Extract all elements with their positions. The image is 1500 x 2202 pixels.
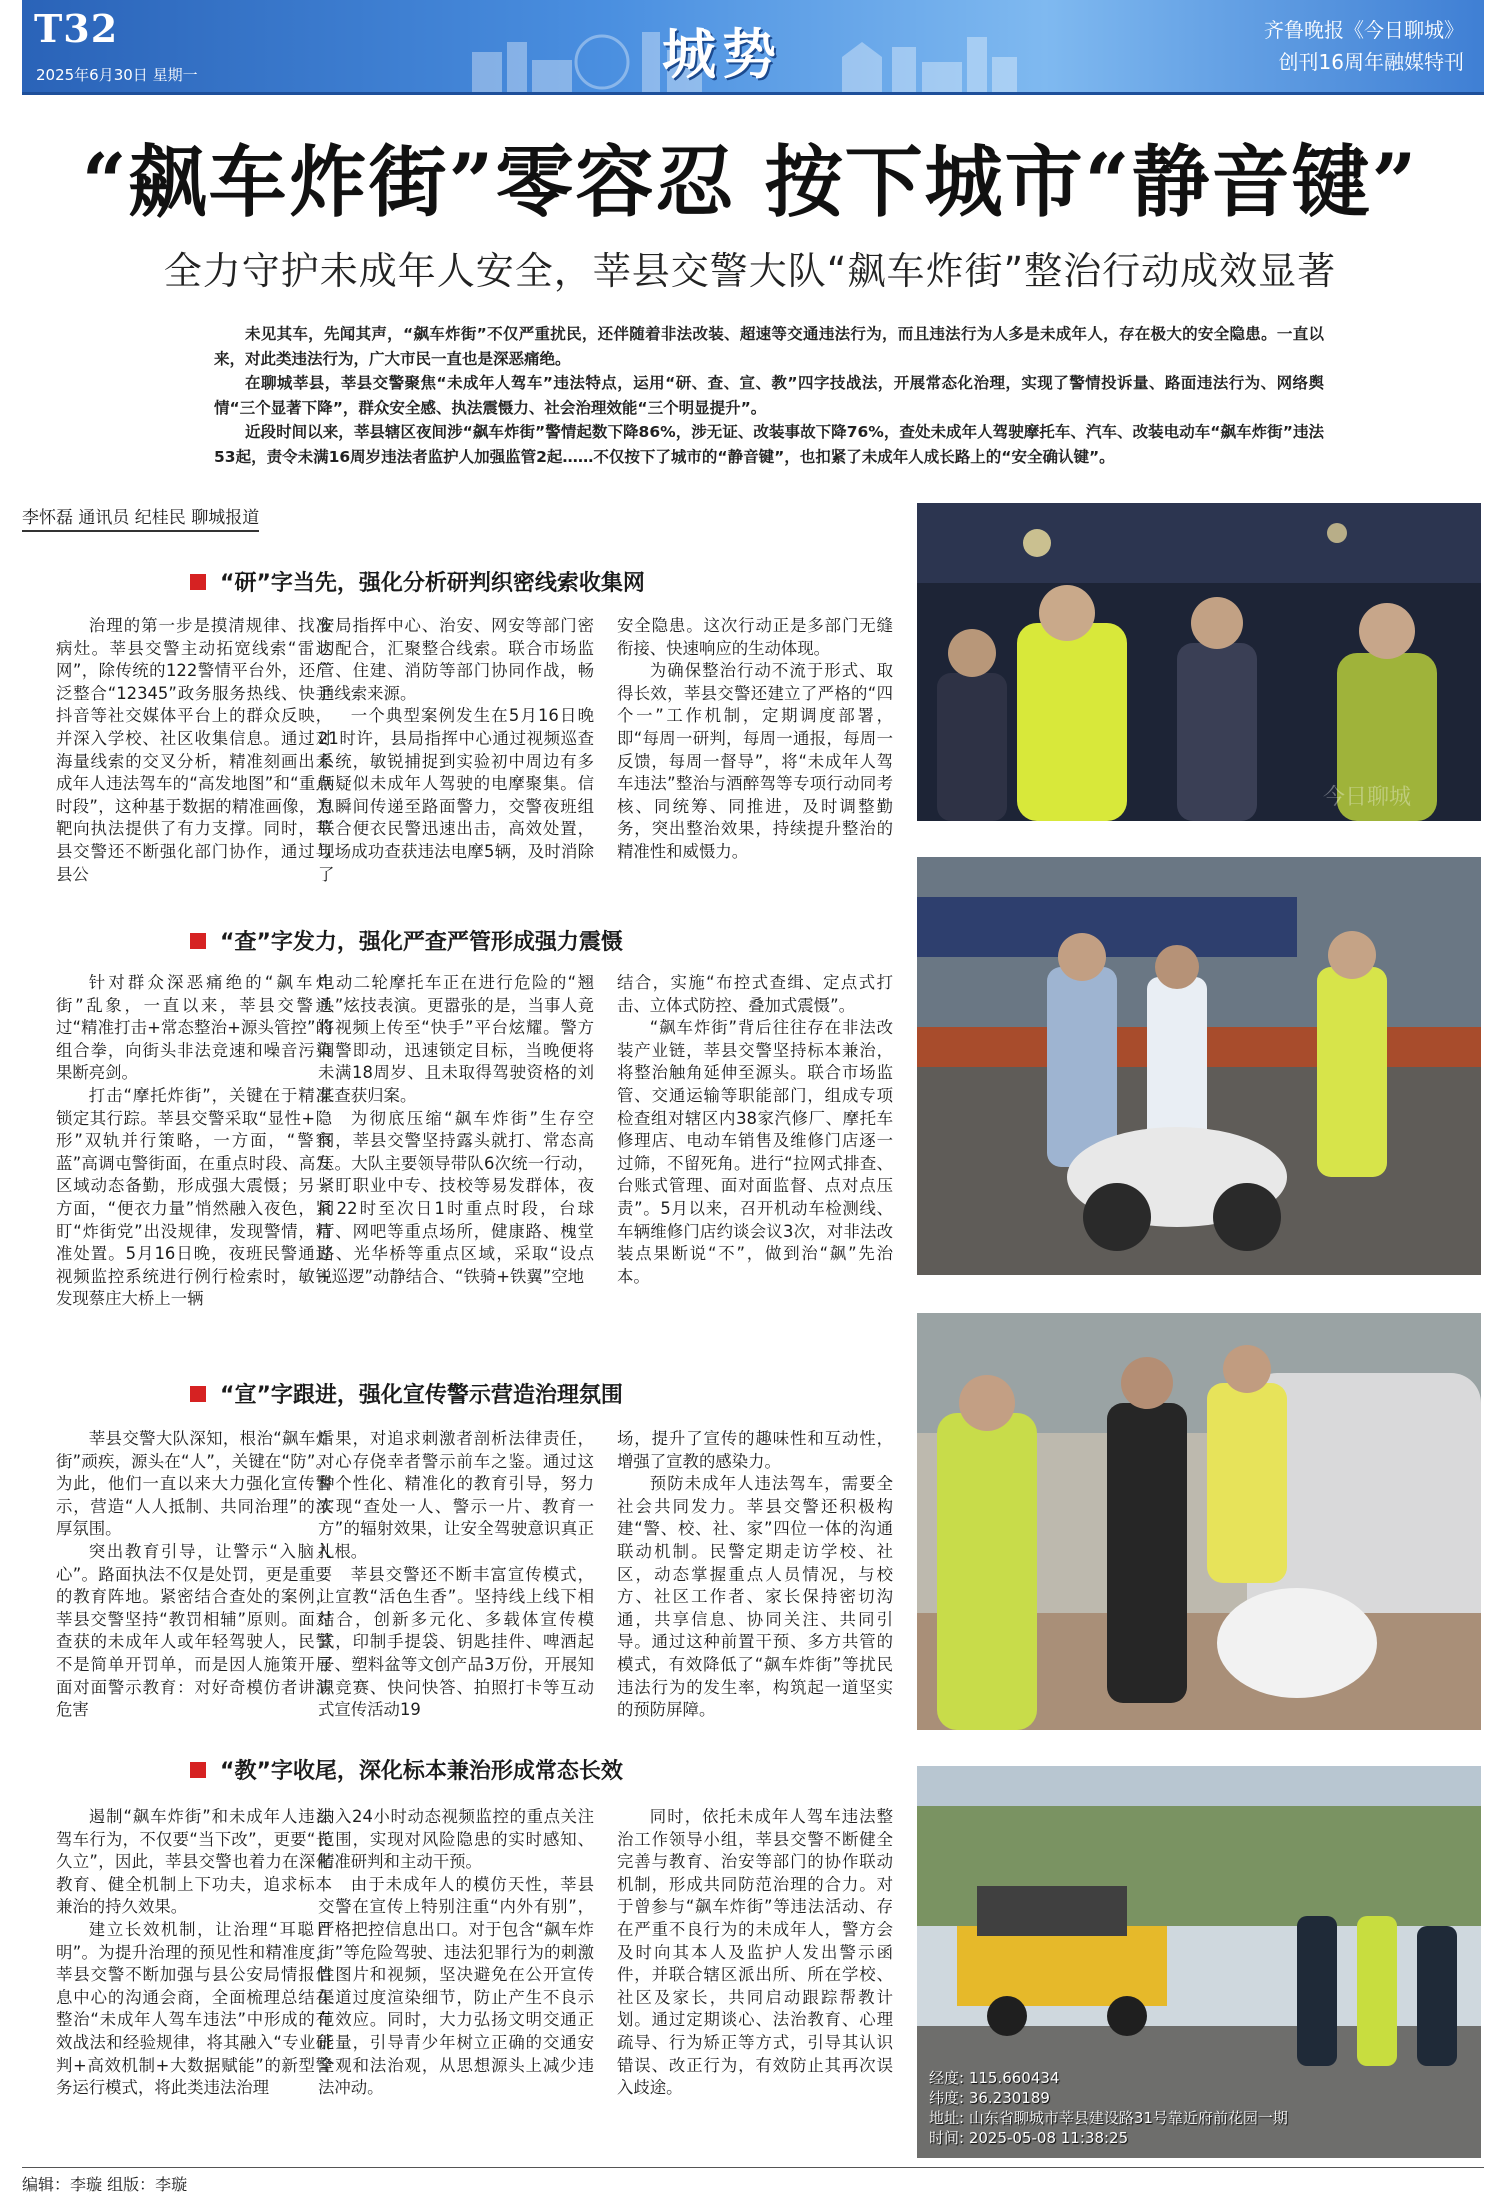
section-heading-text: “查”字发力，强化严查严管形成强力震慑 bbox=[220, 930, 623, 955]
paragraph: 安局指挥中心、治安、网安等部门密切配合，汇聚整合线索。联合市场监管、住建、消防等部门协同作战，畅通线索来源。 bbox=[318, 616, 594, 703]
paragraph: 莘县交警还不断丰富宣传模式，让宣教“活色生香”。坚持线上线下相结合，创新多元化、多载体宣传模式，印制手提袋、钥匙挂件、啤酒起子、塑料盆等文创产品3万份，开展知识竞赛、快问快答、拍照打卡等互动式宣传活动19 bbox=[318, 1564, 594, 1720]
masthead bbox=[22, 0, 1484, 95]
photo-tow-truck bbox=[917, 1766, 1481, 2158]
article-column bbox=[318, 615, 594, 931]
headline: “飙车炸街”零容忍 按下城市“静音键” bbox=[81, 137, 1419, 228]
special-edition-label: 创刊16周年融媒特刊 bbox=[1278, 50, 1464, 74]
paragraph: 为彻底压缩“飙车炸街”生存空间，莘县交警坚持露头就打、常态高压。大队主要领导带队6次统一行动，紧盯职业中专、技校等易发群体，夜间22时至次日1时重点时段，台球厅、网吧等重点场所，健康路、槐堂路、光华桥等重点区域，采取“设点+巡逻”动静结合、“铁骑+铁翼”空地 bbox=[318, 1108, 594, 1286]
paragraph: 场，提升了宣传的趣味性和互动性，增强了宣教的感染力。 bbox=[617, 1429, 893, 1471]
paragraph: 后果，对追求刺激者剖析法律责任，对心存侥幸者警示前车之鉴。通过这种个性化、精准化的教育引导，努力实现“查处一人、警示一片、教育一方”的辐射效果，让安全驾驶意识真正扎根。 bbox=[318, 1429, 594, 1561]
night-check-image bbox=[917, 503, 1481, 821]
article-column bbox=[318, 1428, 594, 1744]
geo-longitude: 经度: 115.660434 bbox=[929, 2069, 1060, 2087]
section-heading-research bbox=[190, 566, 645, 597]
section-marker-icon bbox=[190, 1762, 206, 1778]
article-column bbox=[56, 1428, 332, 1744]
scooter-inspection-image bbox=[917, 857, 1481, 1275]
photo-geo-stamp bbox=[929, 2068, 1288, 2148]
byline: 李怀磊 通讯员 纪桂民 聊城报道 bbox=[22, 503, 259, 532]
paragraph: 电动二轮摩托车正在进行危险的“翘头”炫技表演。更嚣张的是，当事人竟将视频上传至“快手”平台炫耀。警方闻警即动，迅速锁定目标，当晚便将未满18周岁、且未取得驾驶资格的刘某查获归案。 bbox=[318, 973, 594, 1105]
paragraph: 结合，实施“布控式查缉、定点式打击、立体式防控、叠加式震慑”。 bbox=[617, 973, 893, 1015]
lead-paragraph: 未见其车，先闻其声，“飙车炸街”不仅严重扰民，还伴随着非法改装、超速等交通违法行为，而且违法行为人多是未成年人，存在极大的安全隐患。一直以来，对此类违法行为，广大市民一直也是深恶痛绝。 bbox=[214, 325, 1324, 368]
article-column bbox=[56, 615, 332, 931]
paragraph: 由于未成年人的模仿天性，莘县交警在宣传上特别注重“内外有别”，严格把控信息出口。对于包含“飙车炸街”等危险驾驶、违法犯罪行为的刺激性图片和视频，坚决避免在公开宣传渠道过度渲染细节，防止产生不良示范效应。同时，大力弘扬文明交通正能量，引导青少年树立正确的交通安全观和法治观，从思想源头上减少违法冲动。 bbox=[318, 1874, 594, 2098]
section-title: 城势 bbox=[662, 22, 782, 86]
paragraph: 同时，依托未成年人驾车违法整治工作领导小组，莘县交警不断健全完善与教育、治安等部门的协作联动机制，形成共同防范治理的合力。对于曾参与“飙车炸街”等违法活动、存在严重不良行为的未成年人，警方会及时向其本人及监护人发出警示函件，并联合辖区派出所、所在学校、社区及家长，共同启动跟踪帮教计划。通过定期谈心、法治教育、心理疏导、行为矫正等方式，引导其认识错误、改正行为，有效防止其再次误入歧途。 bbox=[617, 1807, 893, 2098]
geo-address: 地址: 山东省聊城市莘县建设路31号靠近府前花园一期 bbox=[929, 2109, 1288, 2127]
paragraph: 治理的第一步是摸清规律、找准病灶。莘县交警主动拓宽线索“雷达网”，除传统的122警情平台外，还广泛整合“12345”政务服务热线、快手抖音等社交媒体平台上的群众反映，并深入学校、社区收集信息。通过对海量线索的交叉分析，精准刻画出未成年人违法驾车的“高发地图”和“重点时段”，这种基于数据的精准画像，为靶向执法提供了有力支撑。同时，莘县交警还不断强化部门协作，通过与县公 bbox=[56, 616, 332, 884]
section-marker-icon bbox=[190, 1386, 206, 1402]
article-column bbox=[56, 1806, 332, 2158]
section-heading-text: “教”字收尾，深化标本兼治形成常态长效 bbox=[220, 1759, 623, 1784]
publication-date: 2025年6月30日 星期一 bbox=[36, 66, 198, 84]
article-column bbox=[56, 972, 332, 1350]
section-heading-publicize bbox=[190, 1378, 623, 1409]
paragraph: “飙车炸街”背后往往存在非法改装产业链，莘县交警坚持标本兼治，将整治触角延伸至源头。联合市场监管、交通运输等职能部门，组成专项检查组对辖区内38家汽修厂、摩托车修理店、电动车销售及维修门店逐一过筛，不留死角。进行“拉网式排查、台账式管理、面对面监督、点对点压责”。5月以来，召开机动车检测线、车辆维修门店约谈会议3次，对非法改装点果断说“不”，做到治“飙”先治本。 bbox=[617, 1018, 893, 1286]
section-heading-text: “研”字当先，强化分析研判织密线索收集网 bbox=[220, 571, 645, 596]
footer-credits: 编辑：李璇 组版：李璇 bbox=[22, 2175, 188, 2194]
paragraph: 纳入24小时动态视频监控的重点关注范围，实现对风险隐患的实时感知、精准研判和主动干预。 bbox=[318, 1807, 594, 1872]
section-heading-inspect bbox=[190, 925, 623, 956]
paragraph: 预防未成年人违法驾车，需要全社会共同发力。莘县交警还积极构建“警、校、社、家”四位一体的沟通联动机制。民警定期走访学校、社区，动态掌握重点人员情况，与校方、社区工作者、家长保持密切沟通，共享信息、协同关注、共同引导。通过这种前置干预、多方共管的模式，有效降低了“飙车炸街”等扰民违法行为的发生率，构筑起一道坚实的预防屏障。 bbox=[617, 1474, 893, 1720]
geo-time: 时间: 2025-05-08 11:38:25 bbox=[929, 2129, 1129, 2147]
article-column bbox=[617, 972, 893, 1350]
photo-night-check bbox=[917, 503, 1481, 821]
page-number: T32 bbox=[34, 6, 119, 51]
section-heading-educate bbox=[190, 1754, 623, 1785]
article-column bbox=[617, 1806, 893, 2158]
photo-scooter-inspection bbox=[917, 857, 1481, 1275]
photo-watermark: 今日聊城 bbox=[1322, 785, 1411, 810]
footer-divider bbox=[22, 2167, 1484, 2168]
geo-latitude: 纬度: 36.230189 bbox=[929, 2089, 1050, 2107]
paragraph: 莘县交警大队深知，根治“飙车炸街”顽疾，源头在“人”，关键在“防”。为此，他们一直以来大力强化宣传警示，营造“人人抵制、共同治理”的浓厚氛围。 bbox=[56, 1429, 332, 1539]
lead-paragraph: 近段时间以来，莘县辖区夜间涉“飙车炸街”警情起数下降86%，涉无证、改装事故下降76%，查处未成年人驾驶摩托车、汽车、改装电动车“飙车炸街”违法53起，责令未满16周岁违法者监护人加强监管2起……不仅按下了城市的“静音键”，也扣紧了未成年人成长路上的“安全确认键”。 bbox=[214, 423, 1324, 466]
subheadline: 全力守护未成年人安全，莘县交警大队“飙车炸街”整治行动成效显著 bbox=[163, 249, 1337, 293]
paragraph: 安全隐患。这次行动正是多部门无缝衔接、快速响应的生动体现。 bbox=[617, 616, 893, 658]
paragraph: 建立长效机制，让治理“耳聪目明”。为提升治理的预见性和精准度，莘县交警不断加强与县公安局情报信息中心的沟通会商，全面梳理总结在整治“未成年人驾车违法”中形成的有效战法和经验规律，将其融入“专业研判+高效机制+大数据赋能”的新型警务运行模式，将此类违法治理 bbox=[56, 1919, 332, 2098]
article-column bbox=[617, 615, 893, 931]
paragraph: 打击“摩托炸街”，关键在于精准锁定其行踪。莘县交警采取“显性+隐形”双轨并行策略，一方面，“警察蓝”高调屯警街面，在重点时段、高发区域动态备勤，形成强大震慑；另一方面，“便衣力量”悄然融入夜色，紧盯“炸街党”出没规律，发现警情，精准处置。5月16日晚，夜班民警通过视频监控系统进行例行检索时，敏锐发现蔡庄大桥上一辆 bbox=[56, 1085, 332, 1309]
paper-name: 齐鲁晚报《今日聊城》 bbox=[1264, 18, 1464, 42]
article-column bbox=[318, 1806, 594, 2158]
section-marker-icon bbox=[190, 574, 206, 590]
lead-paragraphs bbox=[214, 322, 1324, 469]
paragraph: 遏制“飙车炸街”和未成年人违法驾车行为，不仅要“当下改”，更要“长久立”，因此，莘县交警也着力在深化教育、健全机制上下功夫，追求标本兼治的持久效果。 bbox=[56, 1807, 332, 1917]
article-column bbox=[617, 1428, 893, 1744]
paragraph: 针对群众深恶痛绝的“飙车炸街”乱象，一直以来，莘县交警通过“精准打击+常态整治+源头管控”的组合拳，向街头非法竞速和噪音污染果断亮剑。 bbox=[56, 973, 332, 1083]
paragraph: 突出教育引导，让警示“入脑入心”。路面执法不仅是处罚，更是重要的教育阵地。紧密结合查处的案例，莘县交警坚持“教罚相辅”原则。面对查获的未成年人或年轻驾驶人，民警不是简单开罚单，而是因人施策开展面对面警示教育：对好奇模仿者讲清危害 bbox=[56, 1541, 332, 1720]
section-heading-text: “宣”字跟进，强化宣传警示营造治理氛围 bbox=[220, 1383, 623, 1408]
article-column bbox=[318, 972, 594, 1350]
lead-paragraph: 在聊城莘县，莘县交警聚焦“未成年人驾车”违法特点，运用“研、查、宣、教”四字技战法，开展常态化治理，实现了警情投诉量、路面违法行为、网络舆情“三个显著下降”，群众安全感、执法震慑力、社会治理效能“三个明显提升”。 bbox=[214, 374, 1324, 417]
sidewalk-check-image bbox=[917, 1313, 1481, 1730]
paragraph: 一个典型案例发生在5月16日晚21时许，县局指挥中心通过视频巡查系统，敏锐捕捉到实验初中周边有多辆疑似未成年人驾驶的电摩聚集。信息瞬间传递至路面警力，交警夜班组联合便衣民警迅速出击，高效处置，现场成功查获违法电摩5辆，及时消除了 bbox=[318, 706, 594, 884]
paragraph: 为确保整治行动不流于形式、取得长效，莘县交警还建立了严格的“四个一”工作机制，定期调度部署，即“每周一研判，每周一通报，每周一反馈，每周一督导”，将“未成年人驾车违法”整治与酒醉驾等专项行动同考核、同统筹、同推进，及时调整勤务，突出整治效果，持续提升整治的精准性和威慑力。 bbox=[617, 661, 893, 861]
section-marker-icon bbox=[190, 933, 206, 949]
photo-sidewalk-check bbox=[917, 1313, 1481, 1730]
